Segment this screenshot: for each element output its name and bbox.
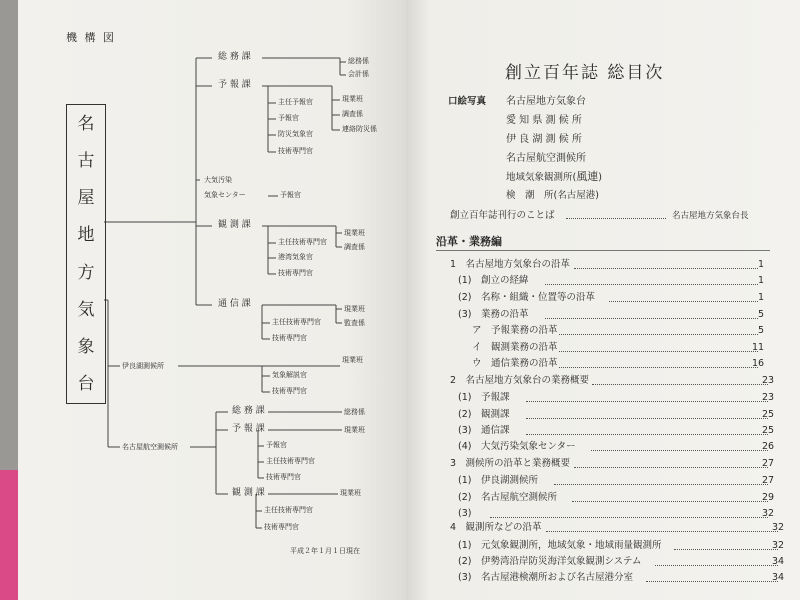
title-char: 気 [77,299,95,320]
title-char: 地 [77,225,95,246]
toc-entry-text: (1) 予報課 [458,392,510,403]
toc-entry-page: 32 [772,522,785,533]
toc-entry-page: 26 [762,441,775,452]
staff-label: 主任技術専門官 [266,457,315,465]
dept-communication: 通 信 課 [218,299,251,309]
airport-station: 名古屋航空測候所 [122,443,178,451]
dept-observation: 観 測 課 [218,220,251,230]
unit-label: 現業班 [344,305,365,313]
toc-entry-text: (3) 名古屋港検潮所および名古屋港分室 [458,572,633,583]
staff-label: 技術専門官 [266,473,301,481]
toc-entry-text: 1 名古屋地方気象台の沿革 [450,259,571,270]
toc-entry-page: 27 [762,458,775,469]
toc-entry-text: (1) 伊良湖測候所 [458,475,538,486]
leader-dots [559,367,758,368]
staff-label: 技術専門官 [278,147,313,155]
irago-station: 伊良湖測候所 [122,362,164,370]
staff-label: 気象解説官 [272,371,307,379]
unit-label: 調査係 [342,110,363,118]
leader-dots [574,268,758,269]
leader-dots [545,284,758,285]
photo-item: 伊 良 湖 測 候 所 [506,134,582,145]
toc-entry-page: 27 [762,475,775,486]
toc-entry-text: (3) 通信課 [458,425,510,436]
toc-entry-text: (1) 元気象観測所，地域気象・地域雨量観測所 [458,540,662,551]
staff-label: 主任予報官 [278,98,313,106]
staff-label: 防災気象官 [278,130,313,138]
toc-entry-text: イ 観測業務の沿革 [472,342,558,353]
staff-label: 技術専門官 [272,387,307,395]
leader-dots [546,531,778,532]
toc-entry-text: 4 観測所などの沿革 [450,522,542,533]
unit-label: 会計係 [348,70,369,78]
staff-label: 予報官 [278,114,299,122]
unit-label: 調査係 [344,243,365,251]
airport-dept-observation: 観 測 課 [232,488,265,498]
leader-dots [609,301,758,302]
org-chart-heading: 機 構 図 [66,31,116,44]
title-char: 象 [77,337,95,358]
toc-entry-text: (3) 業務の沿革 [458,309,529,320]
leader-dots [646,581,778,582]
staff-label: 主任技術専門官 [264,506,313,514]
leader-dots [526,434,768,435]
foreword-label: 創立百年誌刊行のことば [450,210,555,221]
staff-label: 技術専門官 [264,523,299,531]
title-char: 屋 [77,188,95,209]
toc-entry-page: 34 [772,556,785,567]
toc-entry-text: (4) 大気汚染気象センター [458,441,576,452]
leader-dots [545,318,758,319]
photo-item: 名古屋航空測候所 [506,153,586,164]
leader-dots [554,484,768,485]
leader-dots [591,450,768,451]
section-title: 沿革・業務編 [436,235,502,248]
unit-label: 総務係 [348,57,369,65]
leader-dots [490,517,768,518]
unit-label: 現業班 [342,356,363,364]
toc-entry-page: 32 [762,508,775,519]
unit-label: 現業班 [342,95,363,103]
toc-entry-page: 32 [772,540,785,551]
toc-entry-page: 25 [762,409,775,420]
toc-entry-text: (3) [458,508,472,519]
toc-entry-text: (2) 名古屋航空測候所 [458,492,557,503]
leader-dots [655,565,778,566]
unit-label: 連絡防災係 [342,125,377,133]
photo-item: 名古屋地方気象台 [506,96,586,107]
staff-label: 技術専門官 [272,334,307,342]
toc-entry-text: ウ 通信業務の沿革 [472,358,558,369]
leader-dots [559,351,758,352]
main-office-title-box [66,104,106,404]
staff-label: 主任技術専門官 [278,238,327,246]
unit-label: 現業班 [344,229,365,237]
title-char: 方 [77,262,95,283]
as-of-date-note: 平成２年１月１日現在 [290,547,360,555]
dept-general-affairs: 総 務 課 [218,52,251,62]
leader-dots [526,418,768,419]
unit-label: 現業班 [344,426,365,434]
toc-entry-text: (1) 創立の経緯 [458,275,529,286]
leader-dots [559,334,758,335]
toc-entry-page: 23 [762,392,775,403]
photo-item-paren: ) [598,172,602,183]
leader-dots [572,501,768,502]
toc-entry-text: (2) 名称・組織・位置等の沿革 [458,292,595,303]
toc-entry-page: 16 [752,358,765,369]
toc-entry-text: 3 測候所の沿革と業務概要 [450,458,571,469]
staff-label: 主任技術専門官 [272,318,321,326]
section-rule [436,250,770,251]
leader-dots [566,218,666,219]
title-char: 古 [77,150,95,171]
toc-entry-page: 1 [758,292,765,303]
staff-label: 予報官 [266,441,287,449]
handwritten-annotation: 風連 [576,170,599,183]
unit-label: 監査係 [344,319,365,327]
toc-entry-page: 23 [762,375,775,386]
toc-entry-page: 5 [758,325,765,336]
toc-entry-page: 1 [758,259,765,270]
photo-item: 愛 知 県 測 候 所 [506,115,582,126]
unit-label: 現業班 [340,489,361,497]
staff-label: 予報官 [280,191,301,199]
toc-entry-text: ア 予報業務の沿革 [472,325,558,336]
toc-entry-page: 25 [762,425,775,436]
leader-dots [574,467,768,468]
toc-entry-page: 1 [758,275,765,286]
air-pollution-center-line2: 気象センター [204,191,246,199]
toc-entry-text: (2) 観測課 [458,409,510,420]
title-char: 台 [77,374,95,395]
toc-entry-page: 5 [758,309,765,320]
unit-label: 総務係 [344,408,365,416]
dept-forecast: 予 報 課 [218,80,251,90]
staff-label: 技術専門官 [278,269,313,277]
photo-item [506,171,602,183]
photo-item: 検 潮 所(名古屋港) [506,190,599,201]
foreword-author: 名古屋地方気象台長 [672,211,749,221]
toc-title: 創立百年誌 総目次 [505,63,665,83]
leader-dots [674,549,778,550]
frontispiece-label: 口絵写真 [448,96,487,107]
airport-dept-forecast: 予 報 課 [232,424,265,434]
title-char: 名 [77,113,95,134]
toc-entry-page: 11 [752,342,765,353]
leader-dots [592,384,768,385]
staff-label: 港湾気象官 [278,253,313,261]
leader-dots [526,401,768,402]
toc-entry-text: (2) 伊勢湾沿岸防災海洋気象観測システム [458,556,642,567]
air-pollution-center-line1: 大気汚染 [204,176,232,184]
toc-entry-page: 34 [772,572,785,583]
photo-item-text: 地域気象観測所( [506,172,577,183]
airport-dept-general: 総 務 課 [232,406,265,416]
toc-entry-page: 29 [762,492,775,503]
toc-entry-text: 2 名古屋地方気象台の業務概要 [450,375,590,386]
